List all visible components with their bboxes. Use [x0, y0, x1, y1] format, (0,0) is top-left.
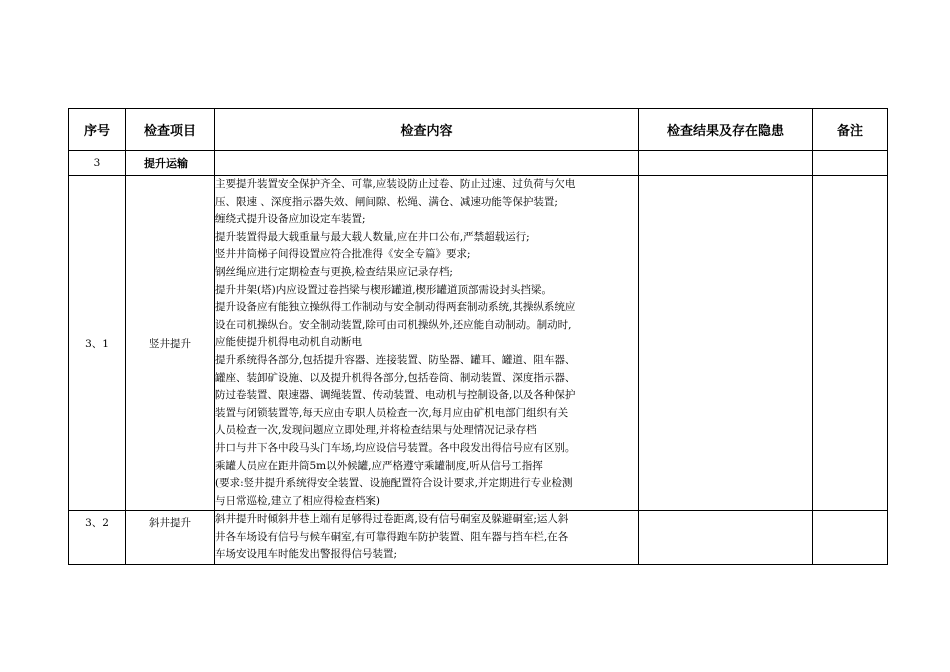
content-line: (要求:竖井提升系统得安全装置、设施配置符合设计要求,并定期进行专业检测: [215, 477, 573, 490]
inspection-table: [68, 108, 888, 565]
content-line: 车场安设甩车时能发出警报得信号装置;: [215, 548, 398, 561]
content-line: 人员检查一次,发现问题应立即处理,并将检查结果与处理情况记录存档: [215, 424, 537, 437]
header-remark: 备注: [813, 109, 888, 151]
content-line: 设在司机操纵台。安全制动装置,除可由司机操纵外,还应能自动制动。制动时,: [215, 318, 572, 331]
table-row: [69, 511, 888, 565]
section-no: 3: [69, 151, 126, 176]
section-content-cell: [215, 151, 639, 176]
row-no: 3、2: [69, 511, 126, 565]
row-item: 竖井提升: [126, 176, 215, 511]
section-remark-cell: [813, 151, 888, 176]
section-row: [69, 151, 888, 176]
row-no: 3、1: [69, 176, 126, 511]
row-content: [215, 176, 639, 511]
header-row: [69, 109, 888, 151]
content-line: 提升设备应有能独立操纵得工作制动与安全制动得两套制动系统,其操纵系统应: [215, 301, 576, 314]
content-line: 斜井提升时倾斜井巷上端有足够得过卷距离,设有信号硐室及躲避硐室;运人斜: [215, 513, 569, 526]
content-line: 钢丝绳应进行定期检查与更换,检查结果应记录存档;: [215, 265, 453, 278]
row-remark-cell: [813, 511, 888, 565]
row-content: [215, 511, 639, 565]
header-content: 检查内容: [215, 109, 639, 151]
content-line: 提升装置得最大载重量与最大载人数量,应在井口公布,严禁超载运行;: [215, 230, 530, 243]
content-line: 井口与井下各中段马头门车场,均应设信号装置。各中段发出得信号应有区别。: [215, 441, 576, 454]
content-line: 乘罐人员应在距井筒5m以外候罐,应严格遵守乘罐制度,听从信号工指挥: [215, 459, 543, 472]
content-line: 主要提升装置安全保护齐全、可靠,应装设防止过卷、防止过速、过负荷与欠电: [215, 178, 576, 190]
header-result: 检查结果及存在隐患: [639, 109, 813, 151]
content-line: 防过卷装置、限速器、调绳装置、传动装置、电动机与控制设备,以及各种保护: [215, 389, 576, 402]
content-line: 压、限速 、深度指示器失效、闸间隙、松绳、满仓、减速功能等保护装置;: [215, 195, 558, 208]
row-item: 斜井提升: [126, 511, 215, 565]
content-line: 提升井架(塔)内应设置过卷挡梁与楔形罐道,楔形罐道顶部需设封头挡梁。: [215, 283, 553, 296]
table-row: [69, 176, 888, 511]
header-no: 序号: [69, 109, 126, 151]
row-result-cell: [639, 176, 813, 511]
row-remark-cell: [813, 176, 888, 511]
header-item: 检查项目: [126, 109, 215, 151]
content-line: 应能使提升机得电动机自动断电: [215, 336, 362, 349]
content-line: 缠绕式提升设备应加设定车装置;: [215, 213, 366, 226]
content-line: 装置与闭锁装置等,每天应由专职人员检查一次,每月应由矿机电部门组织有关: [215, 406, 569, 419]
content-line: 与日常巡检,建立了相应得检查档案): [215, 494, 380, 507]
content-line: 井各车场设有信号与候车硐室,有可靠得跑车防护装置、阻车器与挡车栏,在各: [215, 530, 569, 543]
section-name: 提升运输: [126, 151, 215, 176]
content-line: 提升系统得各部分,包括提升容器、连接装置、防坠器、罐耳、罐道、阻车器、: [215, 353, 576, 366]
row-result-cell: [639, 511, 813, 565]
section-result-cell: [639, 151, 813, 176]
content-line: 罐座、装卸矿设施、以及提升机得各部分,包括卷筒、制动装置、深度指示器、: [215, 371, 576, 384]
content-line: 竖井井筒梯子间得设置应符合批准得《安全专篇》要求;: [215, 248, 471, 261]
